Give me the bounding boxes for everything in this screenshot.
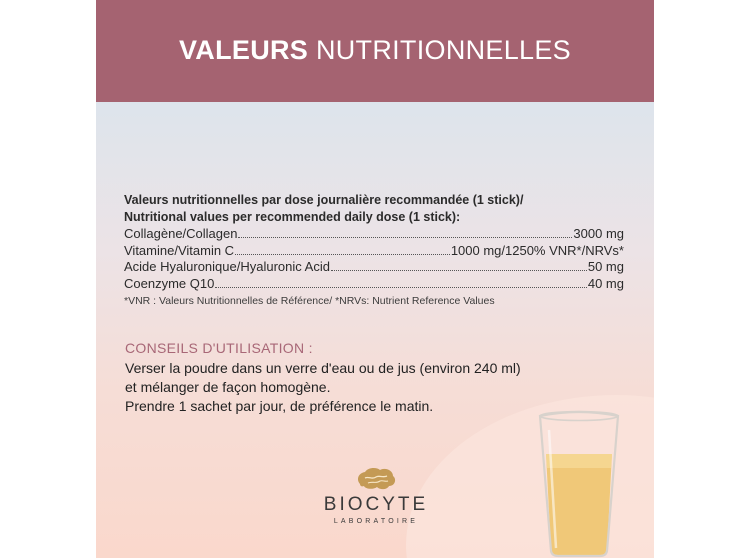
nutrient-name: Acide Hyaluronique/Hyaluronic Acid [124, 259, 330, 274]
nutrient-value: 1000 mg/1250% VNR*/NRVs* [450, 242, 624, 258]
nutrient-value: 40 mg [587, 275, 624, 291]
title-bold: VALEURS [179, 35, 309, 65]
nutrient-name: Collagène/Collagen [124, 226, 238, 241]
juice-glass-image [538, 410, 620, 558]
header-banner [96, 0, 654, 102]
leader-dots [215, 287, 587, 288]
nrv-footnote: *VNR : Valeurs Nutritionnelles de Référence/ *NRVs: Nutrient Reference Values [124, 295, 495, 307]
usage-line: Verser la poudre dans un verre d'eau ou de jus (environ 240 ml) [125, 360, 521, 376]
brand-logo [321, 466, 431, 525]
nutrient-name: Coenzyme Q10 [124, 275, 215, 291]
nutrient-value: 50 mg [587, 259, 624, 274]
nutrient-value: 3000 mg [573, 226, 624, 241]
brain-logo-icon [354, 466, 398, 492]
usage-advice [125, 340, 605, 416]
nutrient-name: Vitamine/Vitamin C [124, 242, 235, 258]
usage-line: Prendre 1 sachet par jour, de préférence le matin. [125, 398, 434, 414]
nutrition-section [124, 192, 624, 307]
nutrition-heading-fr: Valeurs nutritionnelles par dose journalière recommandée (1 stick)/ [124, 193, 524, 207]
leader-dots [331, 270, 587, 271]
page-title [96, 35, 654, 66]
brand-name: BIOCYTE [323, 494, 429, 515]
title-rest: NUTRITIONNELLES [315, 35, 571, 65]
nutrition-row [124, 243, 624, 260]
nutrition-card [96, 0, 654, 558]
nutrition-row [124, 259, 624, 276]
brand-subtitle: LABORATOIRE [333, 518, 419, 525]
usage-line: et mélanger de façon homogène. [125, 379, 331, 395]
leader-dots [235, 254, 450, 255]
usage-title: CONSEILS D'UTILISATION : [125, 340, 313, 356]
leader-dots [238, 237, 572, 238]
nutrition-row [124, 276, 624, 293]
nutrition-row [124, 226, 624, 243]
nutrition-heading-en: Nutritional values per recommended daily dose (1 stick): [124, 210, 461, 224]
